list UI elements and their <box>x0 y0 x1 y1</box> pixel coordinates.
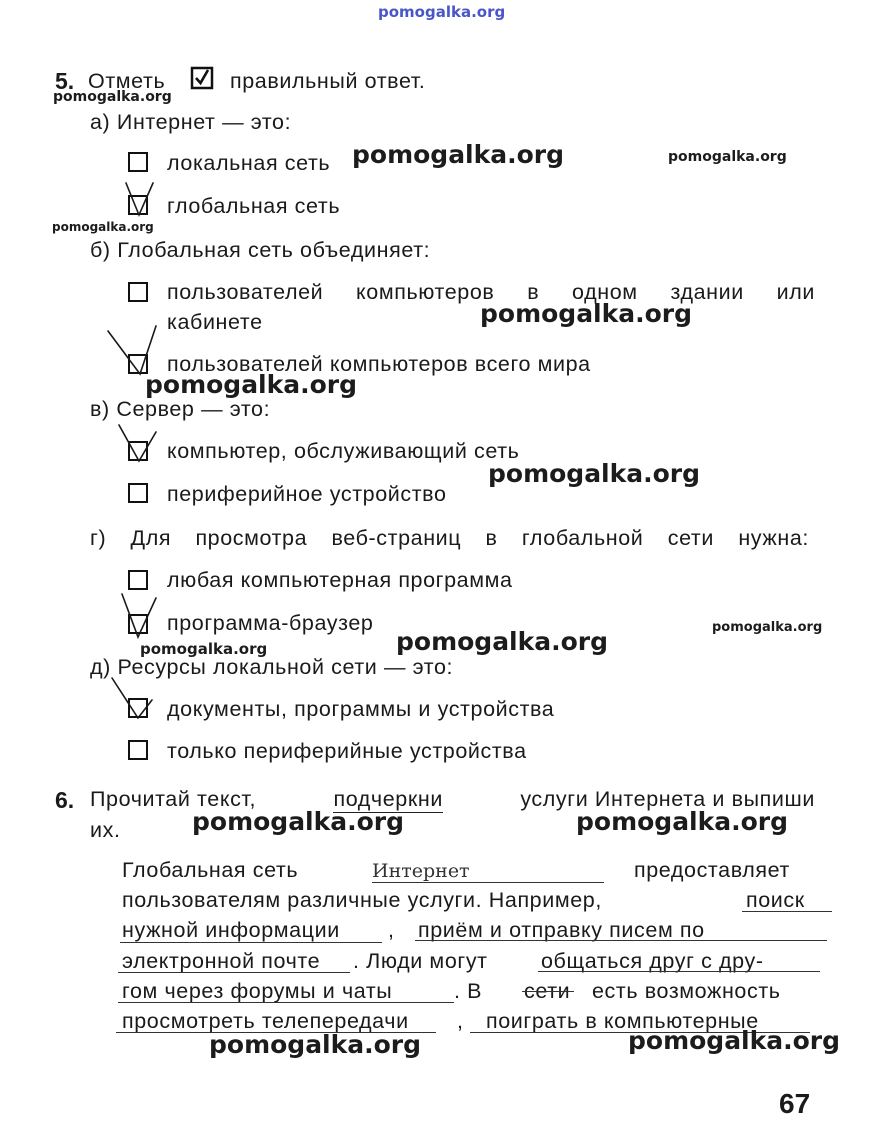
text-l1-a: Глобальная сеть <box>122 858 299 882</box>
watermark: pomogalka.org <box>628 1026 841 1055</box>
task5-instruction-before: Отметь <box>88 69 166 93</box>
strikethrough <box>522 991 574 992</box>
underline <box>742 911 832 912</box>
text-l2-a: пользователям различные услуги. Например, <box>122 888 602 912</box>
question-a-label: а) Интернет — это: <box>90 110 292 134</box>
watermark-top: pomogalka.org <box>378 3 506 21</box>
option-d1-text: любая компьютерная программа <box>167 568 513 592</box>
task6-instr-underlined: подчеркни <box>333 787 443 811</box>
task6-instr-a: Прочитай текст, <box>90 787 257 811</box>
question-e-label: д) Ресурсы локальной сети — это: <box>90 655 454 679</box>
watermark: pomogalka.org <box>352 140 565 169</box>
text-l3-u2: приём и отправку писем по <box>418 918 705 942</box>
task5-number: 5. <box>55 68 75 94</box>
option-c1-text: компьютер, обслуживающий сеть <box>167 439 520 463</box>
option-c2-text: периферийное устройство <box>167 482 447 506</box>
option-e1-text: документы, программы и устройства <box>167 697 555 721</box>
text-l3-c: , <box>388 918 395 942</box>
watermark: pomogalka.org <box>668 149 787 165</box>
option-a2-text: глобальная сеть <box>167 194 341 218</box>
text-l6-u1: просмотреть телепередачи <box>122 1009 409 1033</box>
task6-instruction-line2: их. <box>90 818 121 842</box>
text-l4-u1: электронной почте <box>122 949 321 973</box>
underline <box>120 942 382 943</box>
text-l1-b: предоставляет <box>634 858 790 882</box>
option-e2-text: только периферийные устройства <box>167 739 527 763</box>
underline <box>118 1002 454 1003</box>
question-c-label: в) Сервер — это: <box>90 397 271 421</box>
text-l1-filled: Интернет <box>372 860 470 882</box>
text-l2-u: поиск <box>746 888 805 912</box>
watermark: pomogalka.org <box>576 807 789 836</box>
task5-instruction-after: правильный ответ. <box>230 69 426 93</box>
text-l4-b: . Люди могут <box>353 949 488 973</box>
text-l5-c: есть возможность <box>592 979 781 1003</box>
text-l5-strike: сети <box>524 979 571 1003</box>
option-b1-text-line2: кабинете <box>167 310 263 334</box>
page-number: 67 <box>779 1088 811 1119</box>
watermark: pomogalka.org <box>53 89 172 105</box>
watermark: pomogalka.org <box>396 627 609 656</box>
watermark: pomogalka.org <box>140 640 268 658</box>
text-l5-b: . В <box>454 979 483 1003</box>
underline <box>538 971 820 972</box>
task6-instr-b: услуги Интернета и выпиши <box>520 787 815 811</box>
answer-line <box>372 882 604 883</box>
task6-number: 6. <box>55 787 75 813</box>
question-b-label: б) Глобальная сеть объединяет: <box>90 238 431 262</box>
watermark: pomogalka.org <box>209 1030 422 1059</box>
watermark: pomogalka.org <box>52 220 154 234</box>
watermark: pomogalka.org <box>488 459 701 488</box>
text-l6-u2: поиграть в компьютерные <box>486 1009 759 1033</box>
option-a1-text: локальная сеть <box>167 151 331 175</box>
watermark: pomogalka.org <box>712 620 823 635</box>
text-l4-u2: общаться друг с дру- <box>541 949 764 973</box>
underline <box>415 940 827 941</box>
text-l3-u1: нужной информации <box>122 918 340 942</box>
underline <box>118 972 350 973</box>
text-l5-u: гом через форумы и чаты <box>122 979 393 1003</box>
watermark: pomogalka.org <box>192 807 405 836</box>
watermark: pomogalka.org <box>480 299 693 328</box>
watermark: pomogalka.org <box>145 370 358 399</box>
option-d2-text: программа-браузер <box>167 611 374 635</box>
question-d-label: г) Для просмотра веб-страниц в глобальной сети нужна: <box>90 526 809 550</box>
option-b1-text-line1: пользователей компьютеров в одном здании или <box>167 280 815 304</box>
option-b2-text: пользователей компьютеров всего мира <box>167 352 591 376</box>
text-l6-c: , <box>457 1009 464 1033</box>
